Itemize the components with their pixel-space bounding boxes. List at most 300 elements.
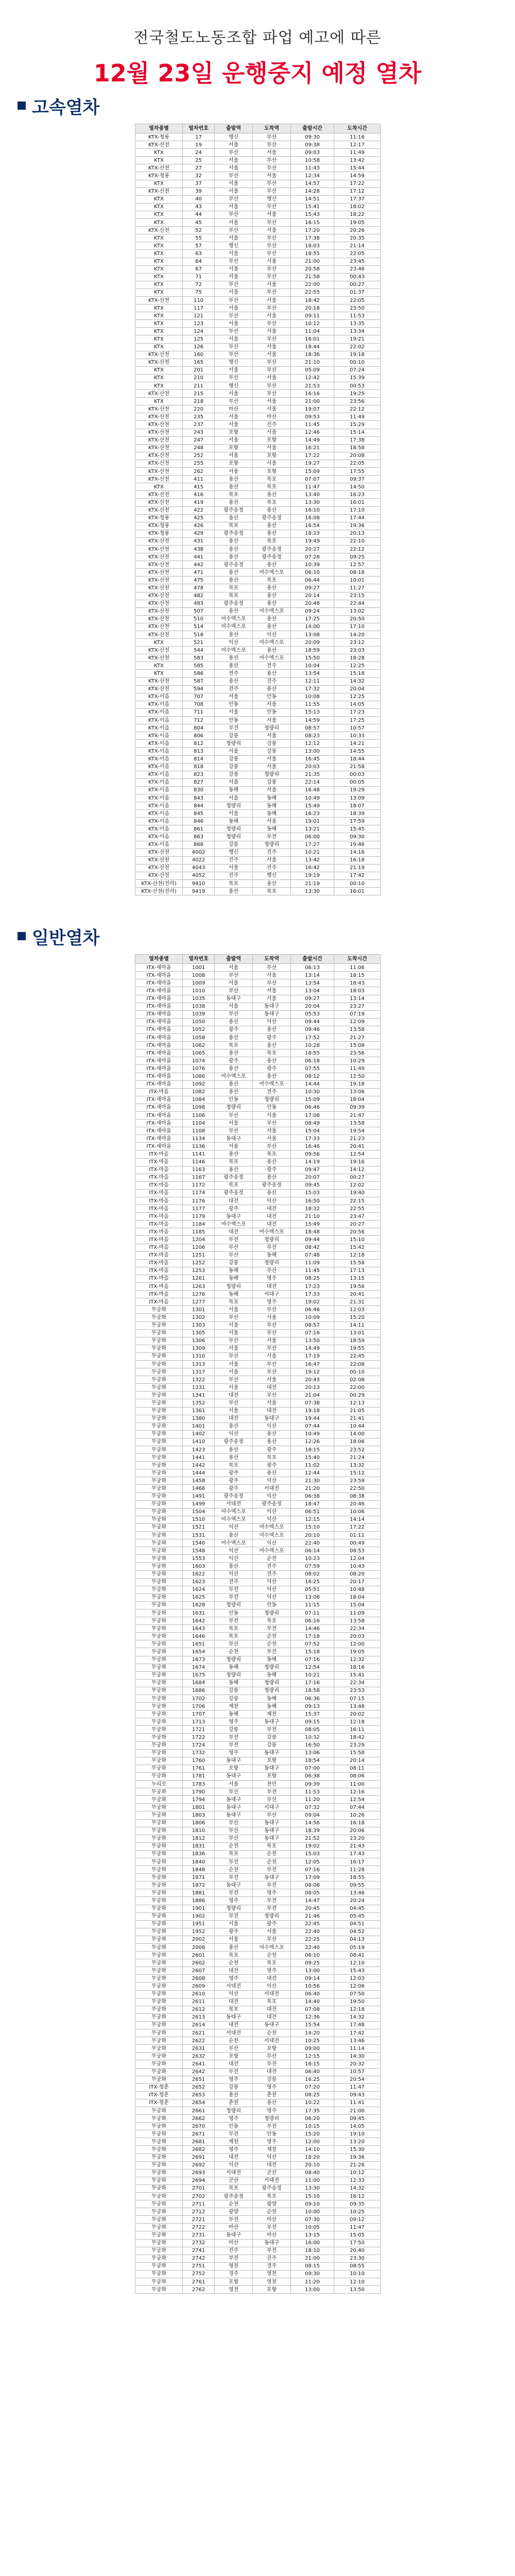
table-cell: 11:27	[334, 584, 381, 592]
table-cell: 무궁화	[135, 1850, 183, 1858]
table-cell: 1806	[183, 1819, 215, 1827]
table-cell: 청량리	[215, 802, 253, 810]
table-cell: 포항	[253, 1772, 291, 1780]
table-cell: 15:09	[291, 468, 334, 476]
table-cell: 용산	[215, 1422, 253, 1430]
table-cell: 무궁화	[135, 1920, 183, 1928]
table-cell: 대전	[253, 1205, 291, 1213]
table-cell: 25	[183, 157, 215, 164]
table-cell: 2642	[183, 2068, 215, 2076]
table-cell: 16:25	[291, 1578, 334, 1586]
table-cell: 서울	[253, 995, 291, 1003]
table-cell: 1646	[183, 1633, 215, 1640]
table-cell: 18:23	[291, 530, 334, 537]
table-cell: 08:05	[291, 1726, 334, 1734]
table-cell: 여수엑스포	[253, 1228, 291, 1236]
table-cell: 22:55	[334, 1205, 381, 1213]
table-cell: 동해	[215, 818, 253, 825]
table-cell: 부산	[253, 964, 291, 972]
table-cell: KTX-산천	[135, 468, 183, 476]
table-cell: 22:12	[334, 545, 381, 553]
table-cell: 20:41	[334, 1143, 381, 1150]
table-cell: 용산	[215, 1080, 253, 1088]
table-cell: 10:25	[291, 2037, 334, 2045]
table-cell: 청량리	[215, 1104, 253, 1111]
table-cell: 13:14	[334, 995, 381, 1003]
table-cell: 부전	[253, 2060, 291, 2068]
table-cell: 목포	[253, 1454, 291, 1462]
table-cell: 여수엑스포	[215, 1508, 253, 1516]
table-row	[135, 429, 381, 436]
table-cell: 1084	[183, 1096, 215, 1104]
table-cell: 812	[183, 740, 215, 748]
table-row	[135, 2154, 381, 2161]
table-row	[135, 133, 381, 141]
table-row	[135, 2053, 381, 2060]
table-cell: 목포	[215, 1158, 253, 1166]
table-cell: KTX-산천	[135, 607, 183, 615]
table-cell: 부산	[215, 1399, 253, 1407]
table-cell: 광주송정	[215, 1174, 253, 1181]
table-cell: 12:44	[291, 1469, 334, 1477]
table-cell: KTX-산천	[135, 647, 183, 654]
table-cell: 1309	[183, 1345, 215, 1352]
table-cell: 17:22	[334, 180, 381, 188]
regular-table-wrap	[0, 954, 515, 2294]
table-cell: 무궁화	[135, 1656, 183, 1664]
table-row	[135, 172, 381, 180]
table-cell: 1673	[183, 1656, 215, 1664]
table-cell: 무궁화	[135, 1959, 183, 1967]
table-cell: ITX-마음	[135, 1158, 183, 1166]
table-cell: 19:18	[334, 1080, 381, 1088]
table-cell: ITX-새마을	[135, 1080, 183, 1088]
table-cell: 13:00	[291, 748, 334, 755]
table-cell: 대전	[215, 1392, 253, 1399]
table-cell: 10:15	[291, 2123, 334, 2130]
table-cell: 18:42	[291, 296, 334, 304]
table-cell: 16:25	[291, 2076, 334, 2083]
table-cell: KTX-이음	[135, 717, 183, 724]
table-cell: 1401	[183, 1422, 215, 1430]
table-cell: 동대구	[215, 1804, 253, 1811]
table-cell: 부산	[215, 1788, 253, 1796]
table-cell: 13:58	[334, 1120, 381, 1127]
table-cell: 15:54	[291, 2021, 334, 2029]
table-cell: 영주	[253, 1275, 291, 1282]
table-cell: 02:08	[334, 1376, 381, 1384]
table-cell: 용산	[253, 491, 291, 499]
table-cell: 07:38	[291, 1399, 334, 1407]
table-cell: 용산	[215, 607, 253, 615]
table-cell: 14:59	[291, 717, 334, 724]
table-cell: 15:20	[291, 2130, 334, 2138]
table-cell: 9410	[183, 880, 215, 888]
table-cell: 17:09	[291, 1874, 334, 1882]
table-cell: 동해	[215, 1275, 253, 1282]
table-cell: 부산	[253, 1306, 291, 1314]
table-cell: 용산	[253, 615, 291, 623]
table-cell: 16:17	[334, 1858, 381, 1866]
table-cell: 용산	[215, 1944, 253, 1952]
table-cell: KTX-산천	[135, 436, 183, 444]
table-cell: 동해	[253, 1251, 291, 1259]
table-cell: 09:55	[334, 1882, 381, 1889]
table-cell: 18:39	[334, 810, 381, 818]
table-cell: 서울	[253, 1111, 291, 1119]
table-cell: 대전	[253, 2161, 291, 2169]
table-cell: 20:04	[291, 1003, 334, 1010]
table-cell: 무궁화	[135, 1749, 183, 1757]
table-cell: 06:18	[291, 1057, 334, 1065]
table-cell: 무궁화	[135, 1570, 183, 1578]
table-cell: 20:50	[334, 615, 381, 623]
table-cell: 17:22	[334, 1523, 381, 1531]
table-row	[135, 2278, 381, 2286]
table-cell: 동해	[253, 810, 291, 818]
table-cell: 08:40	[291, 2169, 334, 2177]
table-cell: 익산	[215, 1570, 253, 1578]
table-cell: 11:28	[334, 1866, 381, 1874]
table-cell: 광주	[253, 1446, 291, 1454]
table-cell: ITX-마음	[135, 1244, 183, 1251]
table-cell: 용산	[215, 631, 253, 639]
table-cell: KTX-이음	[135, 701, 183, 708]
table-cell: 426	[183, 522, 215, 530]
table-cell: 부산	[215, 1352, 253, 1360]
table-cell: 15:41	[334, 1671, 381, 1679]
table-cell: 용산	[215, 514, 253, 522]
table-cell: 14:57	[291, 180, 334, 188]
table-cell: 전주	[253, 662, 291, 670]
table-cell: KTX-이음	[135, 810, 183, 818]
table-cell: 1352	[183, 1399, 215, 1407]
table-cell: 포항	[215, 444, 253, 452]
table-cell: 20:27	[334, 1221, 381, 1228]
table-cell: 1686	[183, 1687, 215, 1694]
table-cell: 09:11	[291, 312, 334, 320]
table-cell: 2761	[183, 2278, 215, 2286]
table-cell: 18:04	[334, 1096, 381, 1104]
table-cell: 12:03	[334, 1975, 381, 1982]
table-row	[135, 491, 381, 499]
table-cell: 830	[183, 786, 215, 794]
table-cell: 06:44	[291, 577, 334, 584]
table-cell: 1134	[183, 1135, 215, 1143]
table-cell: 무궁화	[135, 1640, 183, 1648]
table-cell: 안동	[253, 1601, 291, 1609]
table-cell: KTX-산천	[135, 351, 183, 359]
table-cell: 1380	[183, 1415, 215, 1422]
table-cell: 15:10	[291, 2193, 334, 2200]
table-cell: KTX-이음	[135, 841, 183, 849]
table-cell: 1702	[183, 1695, 215, 1703]
table-cell: 21:43	[334, 1842, 381, 1850]
table-cell: 순천	[215, 2037, 253, 2045]
table-cell: ITX-새마을	[135, 1127, 183, 1135]
table-cell: 16:23	[334, 491, 381, 499]
table-cell: 10:25	[334, 2208, 381, 2216]
table-cell: 22:05	[334, 250, 381, 258]
table-row	[135, 1228, 381, 1236]
table-cell: 안동	[215, 1096, 253, 1104]
table-cell: KTX-이음	[135, 818, 183, 825]
table-cell: 청량리	[253, 1609, 291, 1617]
table-cell: 서울	[215, 157, 253, 164]
table-cell: 강릉	[253, 1734, 291, 1741]
table-cell: 10:09	[291, 1314, 334, 1321]
table-cell: 부산	[253, 157, 291, 164]
table-cell: 춘천	[215, 2099, 253, 2107]
table-cell: 서울	[253, 1314, 291, 1321]
table-cell: 부전	[215, 2216, 253, 2224]
table-cell: 09:15	[291, 1718, 334, 1726]
table-cell: 서울	[215, 979, 253, 987]
table-row	[135, 514, 381, 522]
table-row	[135, 1920, 381, 1928]
table-cell: 익산	[253, 1539, 291, 1547]
table-cell: 2722	[183, 2224, 215, 2231]
table-cell: 서울	[253, 258, 291, 265]
table-cell: 무궁화	[135, 2239, 183, 2247]
table-row	[135, 670, 381, 677]
table-cell: 1001	[183, 964, 215, 972]
table-row	[135, 436, 381, 444]
table-row	[135, 211, 381, 218]
table-cell: 1603	[183, 1563, 215, 1570]
table-cell: 광양	[215, 2208, 253, 2216]
table-cell: 13:15	[291, 2231, 334, 2239]
table-cell: 1760	[183, 1757, 215, 1765]
table-cell: ITX-새마을	[135, 1065, 183, 1073]
table-row	[135, 1710, 381, 1718]
table-cell: 2711	[183, 2200, 215, 2208]
table-row	[135, 2161, 381, 2169]
table-cell: 18:16	[334, 1664, 381, 1671]
table-cell: KTX	[135, 234, 183, 242]
table-cell: 여수엑스포	[253, 1523, 291, 1531]
table-cell: 동대구	[253, 2021, 291, 2029]
table-cell: 10:01	[334, 577, 381, 584]
table-cell: 부산	[253, 250, 291, 258]
table-cell: 15:03	[291, 1189, 334, 1197]
table-cell: 무궁화	[135, 2053, 183, 2060]
table-row	[135, 1088, 381, 1096]
table-cell: 1184	[183, 1221, 215, 1228]
table-cell: 19:27	[291, 460, 334, 467]
table-cell: 15:49	[291, 1221, 334, 1228]
table-row	[135, 2262, 381, 2270]
table-cell: 동해	[215, 1267, 253, 1275]
table-cell: 무궁화	[135, 1563, 183, 1570]
table-cell: 10:32	[291, 1734, 334, 1741]
table-cell: 서대전	[253, 1485, 291, 1493]
table-cell: 23:53	[334, 1687, 381, 1694]
table-cell: 06:40	[291, 1990, 334, 1998]
table-row	[135, 1656, 381, 1664]
table-cell: 무궁화	[135, 1819, 183, 1827]
table-cell: 22:25	[291, 1936, 334, 1943]
table-cell: 19:21	[334, 335, 381, 343]
table-row	[135, 849, 381, 856]
table-cell: KTX	[135, 366, 183, 374]
table-cell: 15:43	[291, 211, 334, 218]
table-cell: KTX-청룡	[135, 530, 183, 537]
table-cell: 12:46	[291, 429, 334, 436]
table-cell: 무궁화	[135, 1703, 183, 1710]
table-row	[135, 864, 381, 872]
table-cell: 목포	[215, 491, 253, 499]
table-cell: 19:02	[291, 1298, 334, 1306]
table-cell: 43	[183, 203, 215, 211]
table-cell: KTX	[135, 242, 183, 250]
table-cell: 서울	[215, 304, 253, 312]
table-row	[135, 1617, 381, 1625]
table-cell: 부산	[215, 1127, 253, 1135]
table-cell: 무궁화	[135, 1469, 183, 1477]
table-cell: 08:55	[334, 2262, 381, 2270]
table-cell: 16:01	[334, 499, 381, 506]
table-cell: 19:40	[334, 1189, 381, 1197]
table-cell: 12:54	[334, 1150, 381, 1158]
table-cell: 강릉	[253, 1741, 291, 1749]
table-cell: 20:08	[334, 452, 381, 460]
table-cell: 10:21	[291, 1671, 334, 1679]
table-cell: 17:22	[291, 452, 334, 460]
table-cell: 22:40	[291, 1944, 334, 1952]
table-cell: 22:45	[334, 1352, 381, 1360]
table-row	[135, 1251, 381, 1259]
table-cell: 2651	[183, 2076, 215, 2083]
highspeed-table-body	[135, 133, 381, 895]
table-row	[135, 2076, 381, 2083]
col-header: 열차번호	[183, 955, 215, 964]
table-cell: 순천	[253, 1850, 291, 1858]
table-row	[135, 1205, 381, 1213]
table-cell: 무궁화	[135, 1726, 183, 1734]
table-cell: 712	[183, 717, 215, 724]
table-row	[135, 615, 381, 623]
table-cell: 무궁화	[135, 2184, 183, 2192]
table-cell: ITX-마음	[135, 1259, 183, 1267]
table-cell: 부산	[215, 1244, 253, 1251]
table-row	[135, 522, 381, 530]
table-cell: 부전	[253, 1726, 291, 1734]
table-cell: ITX-새마을	[135, 987, 183, 995]
table-cell: 1499	[183, 1500, 215, 1508]
table-cell: 1172	[183, 1181, 215, 1189]
table-cell: KTX-산천	[135, 491, 183, 499]
table-cell: 10:12	[334, 2169, 381, 2177]
table-row	[135, 2083, 381, 2091]
table-cell: 1176	[183, 1197, 215, 1205]
table-row	[135, 328, 381, 335]
table-row	[135, 1080, 381, 1088]
table-cell: 17:52	[291, 1034, 334, 1042]
table-cell: 광주송정	[253, 545, 291, 553]
table-cell: 1167	[183, 1174, 215, 1181]
table-cell: 서울	[215, 141, 253, 149]
table-cell: 442	[183, 561, 215, 569]
table-cell: 09:27	[291, 584, 334, 592]
table-cell: 동해	[253, 1695, 291, 1703]
table-cell: 천안	[253, 1781, 291, 1788]
table-cell: KTX	[135, 374, 183, 382]
table-cell: 19:10	[334, 2130, 381, 2138]
table-row	[135, 1345, 381, 1352]
table-cell: 1643	[183, 1625, 215, 1633]
table-cell: 17:19	[291, 1352, 334, 1360]
table-cell: KTX	[135, 335, 183, 343]
table-cell: 경주	[253, 2262, 291, 2270]
table-cell: 23:56	[334, 398, 381, 405]
table-cell: 9419	[183, 888, 215, 895]
table-cell: 14:00	[291, 623, 334, 631]
table-row	[135, 2029, 381, 2037]
table-cell: 무궁화	[135, 2193, 183, 2200]
table-cell: 무궁화	[135, 2115, 183, 2123]
table-cell: 2621	[183, 2029, 215, 2037]
table-cell: KTX-산천	[135, 872, 183, 879]
table-cell: 16:50	[291, 1197, 334, 1205]
table-cell: 무궁화	[135, 1912, 183, 1920]
table-cell: 부전	[215, 2130, 253, 2138]
table-row	[135, 631, 381, 639]
table-cell: 20:43	[291, 1376, 334, 1384]
table-cell: 64	[183, 258, 215, 265]
table-cell: 18:07	[334, 802, 381, 810]
table-cell: 13:06	[291, 1749, 334, 1757]
table-cell: 목포	[215, 880, 253, 888]
table-cell: 16:11	[334, 1726, 381, 1734]
table-cell: KTX-산천	[135, 569, 183, 577]
table-row	[135, 1866, 381, 1874]
table-row	[135, 141, 381, 149]
table-cell: 강릉	[215, 1695, 253, 1703]
table-cell: 16:21	[291, 444, 334, 452]
table-cell: 익산	[253, 2154, 291, 2161]
table-cell: 부산	[215, 296, 253, 304]
table-cell: 12:42	[291, 374, 334, 382]
table-cell: 09:37	[334, 476, 381, 483]
table-cell: 12:10	[334, 1959, 381, 1967]
table-cell: KTX	[135, 670, 183, 677]
table-cell: 용산	[215, 662, 253, 670]
table-cell: 22:00	[334, 1384, 381, 1392]
table-cell: 여수엑스포	[253, 1532, 291, 1539]
table-cell: 부산	[253, 273, 291, 281]
table-cell: 목포	[253, 537, 291, 545]
table-cell: 14:46	[291, 1625, 334, 1633]
table-row	[135, 1912, 381, 1920]
table-cell: 20:58	[291, 265, 334, 273]
table-cell: 75	[183, 289, 215, 296]
table-cell: 215	[183, 390, 215, 398]
table-row	[135, 2123, 381, 2130]
table-cell: 부전	[253, 1897, 291, 1905]
table-cell: 서울	[253, 211, 291, 218]
table-cell: 무궁화	[135, 1687, 183, 1694]
table-cell: 12:10	[334, 2278, 381, 2286]
table-cell: 17:43	[334, 1850, 381, 1858]
table-cell: 부전	[215, 1741, 253, 1749]
table-row	[135, 2146, 381, 2154]
table-cell: 63	[183, 250, 215, 258]
table-cell: 1341	[183, 1392, 215, 1399]
table-cell: KTX-산천	[135, 188, 183, 195]
table-cell: 부전	[253, 1882, 291, 1889]
table-cell: 17:59	[334, 818, 381, 825]
